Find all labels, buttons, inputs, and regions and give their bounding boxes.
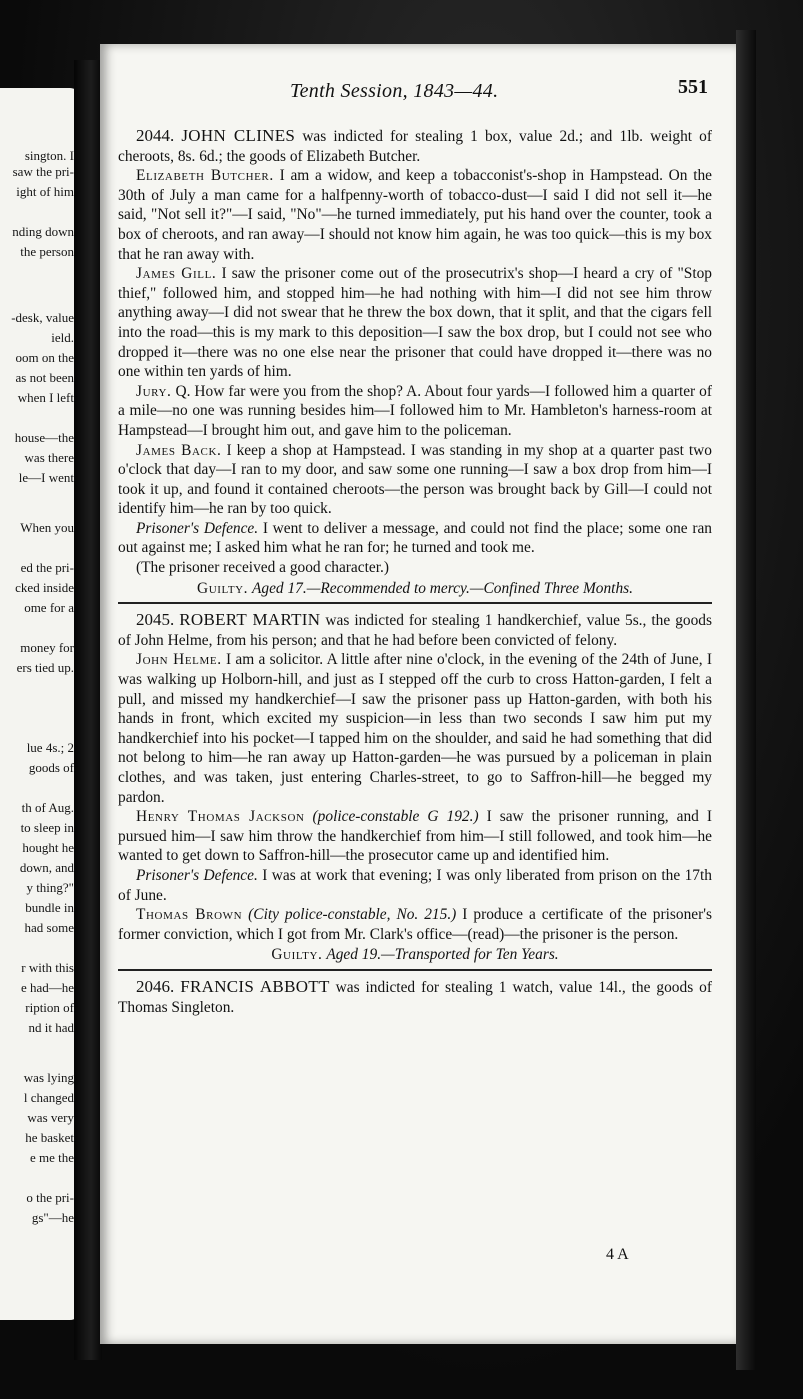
facing-page-fragment: l changed — [23, 1090, 74, 1105]
testimony-text: I saw the prisoner come out of the prosecutrix's shop—I heard a cry of "Stop thief," followed him, and stopped him—he had nothing with him—I did not see him throw anything away—I did not swear that he threw the box down, that it split, and that the cigars fell into the road—this is my mark to this deposition—I saw the box drop, but I could not see who dropped it—there was no one else near the prisoner that could have dropped it—there was no one within ten yards of him. — [118, 265, 712, 381]
testimony — [118, 264, 712, 382]
prisoner-defence — [118, 866, 712, 905]
facing-page-fragment: y thing?" — [26, 880, 74, 895]
page-content — [118, 124, 712, 1017]
facing-page-fragment: sington. I — [24, 148, 74, 163]
testimony — [118, 650, 712, 807]
case-number: 2046. — [136, 976, 175, 996]
facing-page-fragment: goods of — [28, 760, 74, 775]
facing-page-fragment: saw the pri- — [12, 164, 74, 179]
testimony — [118, 382, 712, 441]
facing-page-fragment: house—the — [14, 430, 74, 445]
facing-page-fragment: gs"—he — [31, 1210, 74, 1225]
witness-role: (City police-constable, No. 215.) — [248, 906, 457, 924]
testimony-text: Q. How far were you from the shop? A. About four yards—I followed him a quarter of a mile—no one was running besides him—I followed him to Mr. Hambleton's harness-room at Hampstead—I brought him out, and gave him to the policeman. — [118, 382, 712, 439]
testimony-text: I saw the prisoner running, and I pursued him—I saw him throw the handkerchief from him—I still followed, and took him—he wanted to get down to Saffron-hill—the prosecutor came up and identified him. — [118, 808, 712, 865]
testimony — [118, 807, 712, 866]
facing-page-fragment: hought he — [22, 840, 74, 855]
witness-name: Jury. — [136, 382, 172, 400]
facing-page-fragment: r with this — [21, 960, 74, 975]
witness-name: Elizabeth Butcher. — [136, 167, 274, 185]
testimony-text: I am a solicitor. A little after nine o'clock, in the evening of the 24th of June, I was walking up Holborn-hill, and just as I stepped off the curb to cross Hatton-garden, I felt a pull, and missed my handkerchief—I saw the prisoner pass up Hatton-garden, with both his hands in front, which excited my suspicion—in less than two seconds I saw him put my handkerchief into his pocket—I tapped him on the shoulder, and said he had something that did not belong to him—he ran away up Hatton-garden—he was pursued by a policeman in plain clothes, and was taken, just entering Charles-street, to go to Saffron-hill—he begged my pardon. — [118, 651, 712, 806]
verdict-detail: Aged 19.—Transported for Ten Years. — [326, 946, 559, 964]
signature-mark: 4 A — [606, 1246, 629, 1263]
indictment-text: was indicted for stealing 1 box, value 2d.; and 1lb. weight of cheroots, 8s. 6d.; the goods of Elizabeth Butcher. — [118, 128, 712, 165]
facing-page-fragment: ription of — [25, 1000, 74, 1015]
case-number: 2045. — [136, 610, 175, 630]
facing-page-fragment: down, and — [19, 860, 74, 875]
testimony-text: I am a widow, and keep a tobacconist's-shop in Hampstead. On the 30th of July a man came for a halfpenny-worth of tobacco-dust—I said I did not sell it—he said, "Not sell it?"—I said, "No"—he turned immediately, put his hand over the counter, took a box of cheroots, and ran away—I should not know him again, he was too quick—this is my box that he ran away with. — [118, 167, 713, 263]
facing-page-fragment: the person — [20, 244, 74, 259]
facing-page-fragment: ield. — [51, 330, 74, 345]
character-note: (The prisoner received a good character.) — [136, 559, 389, 577]
facing-page-fragment: cked inside — [15, 580, 74, 595]
facing-page — [0, 88, 80, 1320]
facing-page-fragment: o the pri- — [26, 1190, 74, 1205]
defence-label: Prisoner's Defence. — [136, 866, 258, 884]
facing-page-fragment: money for — [20, 640, 74, 655]
case-2044-indictment — [118, 126, 712, 166]
testimony — [118, 905, 712, 944]
witness-name: John Helme. — [136, 651, 222, 669]
testimony — [118, 441, 712, 519]
facing-page-fragment: was there — [24, 450, 74, 465]
facing-page-fragment: when I left — [17, 390, 74, 405]
running-head: Tenth Session, 1843—44. — [290, 80, 499, 102]
facing-page-fragment: as not been — [15, 370, 74, 385]
case-number: 2044. — [136, 126, 175, 145]
case-divider — [118, 602, 712, 604]
witness-role: (police-constable G 192.) — [312, 808, 479, 826]
defendant-name: ROBERT MARTIN — [179, 610, 321, 630]
page-edge — [736, 30, 756, 1370]
verdict-detail: Aged 17.—Recommended to mercy.—Confined Three Months. — [252, 579, 633, 597]
page-number: 551 — [678, 76, 708, 98]
facing-page-fragment: e had—he — [20, 980, 74, 995]
facing-page-fragment: lue 4s.; 2 — [26, 740, 74, 755]
verdict-label: Guilty. — [196, 579, 249, 597]
verdict — [118, 945, 712, 965]
witness-name: Thomas Brown — [136, 906, 243, 924]
facing-page-fragment: to sleep in — [20, 820, 74, 835]
verdict-label: Guilty. — [271, 946, 323, 964]
facing-page-fragment: nd it had — [28, 1020, 74, 1035]
defence-text: I went to deliver a message, and could not find the place; some one ran out against me; I asked him what he ran for; he turned and took me. — [118, 519, 712, 557]
facing-page-fragment: ers tied up. — [16, 660, 74, 675]
witness-name: James Back. — [136, 441, 222, 459]
testimony-text: I keep a shop at Hampstead. I was standing in my shop at a quarter past two o'clock that day—I ran to my door, and saw some one running—I saw a box drop from him—I took it up, and found it contained cheroots—the person was brought back by Gill—I could not identify him—he ran by too quick. — [118, 441, 712, 518]
facing-page-fragment: ight of him — [16, 184, 74, 199]
facing-page-fragment: was lying — [23, 1070, 74, 1085]
facing-page-fragment: ed the pri- — [20, 560, 74, 575]
facing-page-fragment: ome for a — [24, 600, 74, 615]
verdict — [118, 579, 712, 599]
defendant-name: JOHN CLINES — [181, 126, 296, 145]
case-divider — [118, 969, 712, 971]
facing-page-fragment: When you — [20, 520, 74, 535]
facing-page-fragment: was very — [27, 1110, 74, 1125]
defence-text: I was at work that evening; I was only liberated from prison on the 17th of June. — [118, 866, 712, 904]
facing-page-fragment: had some — [24, 920, 74, 935]
facing-page-fragment: nding down — [12, 224, 74, 239]
case-2045-indictment — [118, 610, 712, 650]
prisoner-defence — [118, 519, 712, 558]
book-gutter — [74, 60, 102, 1360]
testimony-text: I produce a certificate of the prisoner's former conviction, which I got from Mr. Clark's office—(read)—the prisoner is the person. — [118, 906, 712, 943]
facing-page-fragment: -desk, value — [11, 310, 74, 325]
witness-name: James Gill. — [136, 265, 217, 283]
defence-label: Prisoner's Defence. — [136, 519, 259, 537]
indictment-text: was indicted for stealing 1 watch, value 14l., the goods of Thomas Singleton. — [118, 978, 712, 1016]
facing-page-fragment: oom on the — [15, 350, 74, 365]
facing-page-fragment: e me the — [29, 1150, 74, 1165]
witness-name: Henry Thomas Jackson — [136, 808, 305, 826]
facing-page-fragment: th of Aug. — [21, 800, 74, 815]
facing-page-fragment: bundle in — [25, 900, 74, 915]
page-header — [100, 76, 712, 106]
indictment-text: was indicted for stealing 1 handkerchief, value 5s., the goods of John Helme, from his person; and that he had before been convicted of felony. — [118, 612, 712, 649]
case-2046-indictment — [118, 977, 712, 1017]
testimony — [118, 166, 712, 264]
facing-page-fragment: le—I went — [18, 470, 74, 485]
facing-page-fragment: he basket — [25, 1130, 74, 1145]
defendant-name: FRANCIS ABBOTT — [180, 976, 330, 996]
